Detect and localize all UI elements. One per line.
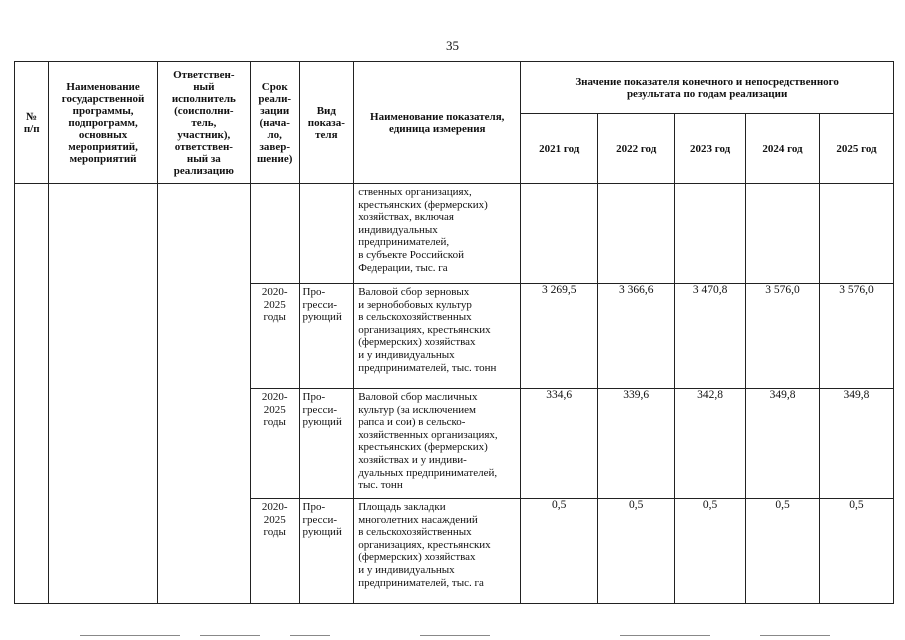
cell-program (49, 184, 157, 604)
cell-period: 2020- 2025 годы (250, 499, 299, 604)
footer-rule (760, 635, 830, 636)
page-number: 35 (446, 38, 459, 53)
cell-value: 3 470,8 (675, 284, 746, 389)
header-period: Срок реали- зации (нача- ло, завер- шение) (250, 62, 299, 184)
cell-indicator: Валовой сбор зерновых и зернобобовых культур в сельскохозяйственных организациях, крестьянских (фермерских) хозяйствах и у индивидуальных предпринимателей, тыс. тонн (354, 284, 521, 389)
cell-value (521, 184, 598, 284)
footer-rule (620, 635, 710, 636)
footer-rule (290, 635, 330, 636)
cell-value (598, 184, 675, 284)
cell-kind: Про- гресси- рующий (299, 499, 354, 604)
header-year: 2025 год (819, 114, 893, 184)
cell-value: 3 576,0 (746, 284, 820, 389)
cell-value: 3 269,5 (521, 284, 598, 389)
cell-value: 0,5 (819, 499, 893, 604)
header-executor: Ответствен- ный исполнитель (соисполни- тель, участник), ответствен- ный за реализацию (157, 62, 250, 184)
footer-rule (200, 635, 260, 636)
cell-value: 0,5 (675, 499, 746, 604)
cell-value: 339,6 (598, 389, 675, 499)
indicators-table (14, 61, 894, 604)
header-values-group: Значение показателя конечного и непосредственного результата по годам реализации (521, 62, 894, 114)
cell-value (675, 184, 746, 284)
cell-indicator: ственных организациях, крестьянских (фермерских) хозяйствах, включая индивидуальных предпринимателей, в субъекте Российской Федерации, тыс. га (354, 184, 521, 284)
header-kind: Вид показа- теля (299, 62, 354, 184)
header-num: № п/п (15, 62, 49, 184)
header-year: 2022 год (598, 114, 675, 184)
cell-indicator: Валовой сбор масличных культур (за исключением рапса и сои) в сельско- хозяйственных организациях, крестьянских (фермерских) хозяйствах и у индиви- дуальных предпринимателей, тыс. тонн (354, 389, 521, 499)
cell-kind: Про- гресси- рующий (299, 284, 354, 389)
cell-value: 0,5 (521, 499, 598, 604)
cell-value: 342,8 (675, 389, 746, 499)
cell-value: 349,8 (746, 389, 820, 499)
cell-value: 3 366,6 (598, 284, 675, 389)
cell-value: 334,6 (521, 389, 598, 499)
cell-kind (299, 184, 354, 284)
cell-period (250, 184, 299, 284)
cell-value: 0,5 (598, 499, 675, 604)
cell-value: 3 576,0 (819, 284, 893, 389)
cell-value: 0,5 (746, 499, 820, 604)
cell-executor (157, 184, 250, 604)
cell-period: 2020- 2025 годы (250, 284, 299, 389)
header-year: 2021 год (521, 114, 598, 184)
cell-num (15, 184, 49, 604)
header-year: 2023 год (675, 114, 746, 184)
cell-value: 349,8 (819, 389, 893, 499)
cell-value (819, 184, 893, 284)
cell-indicator: Площадь закладки многолетних насаждений в сельскохозяйственных организациях, крестьянских (фермерских) хозяйствах и у индивидуальных предпринимателей, тыс. га (354, 499, 521, 604)
cell-value (746, 184, 820, 284)
header-year: 2024 год (746, 114, 820, 184)
table-row (15, 184, 894, 284)
footer-rule (420, 635, 490, 636)
header-indicator: Наименование показателя, единица измерения (354, 62, 521, 184)
header-program: Наименование государственной программы, подпрограмм, основных мероприятий, мероприятий (49, 62, 157, 184)
cell-kind: Про- гресси- рующий (299, 389, 354, 499)
cell-period: 2020- 2025 годы (250, 389, 299, 499)
footer-rule (80, 635, 180, 636)
